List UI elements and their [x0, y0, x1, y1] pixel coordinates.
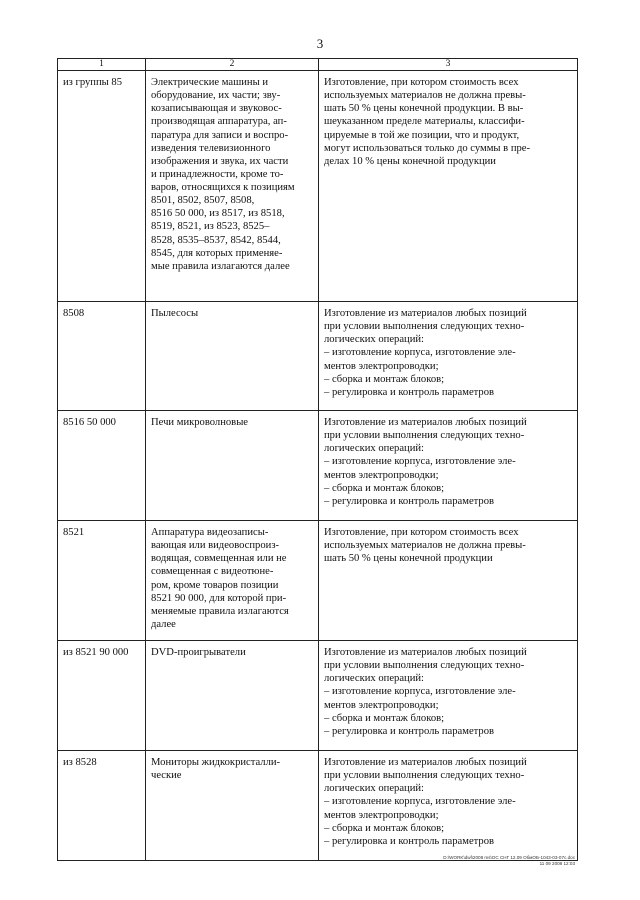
column-header-1: 1	[58, 59, 146, 71]
column-header-3: 3	[319, 59, 578, 71]
document-footer	[395, 855, 575, 867]
table-row	[58, 521, 578, 641]
processing-condition-cell: Изготовление из материалов любых позиций при условии выполнения следующих техно- логических операций: – изготовление корпуса, изготовление эле- ментов электропроводки; – сборка и монтаж блоков; – регулировка и контроль параметров	[319, 411, 578, 521]
hs-code-cell: 8521	[58, 521, 146, 641]
goods-name-cell: Печи микроволновые	[146, 411, 319, 521]
processing-condition-cell: Изготовление, при котором стоимость всех используемых материалов не должна превы- шать 50 % цены конечной продукции	[319, 521, 578, 641]
hs-code-cell: 8516 50 000	[58, 411, 146, 521]
table-row	[58, 71, 578, 302]
goods-name-cell: Пылесосы	[146, 302, 319, 411]
goods-name-cell: Электрические машины и оборудование, их части; зву- козаписывающая и звуковос- производящая аппаратура, ап- паратура для записи и воспро- изведения телевизионного изображения и звука, их части и принадлежности, кроме то- варов, относящихся к позициям 8501, 8502, 8507, 8508, 8516 50 000, из 8517, из 8518, 8519, 8521, из 8523, 8525– 8528, 8535–8537, 8542, 8544, 8545, для которых применяе- мые правила излагаются далее	[146, 71, 319, 302]
processing-condition-cell: Изготовление, при котором стоимость всех используемых материалов не должна превы- шать 50 % цены конечной продукции. В вы- шеуказанном пределе материалы, классифи- цируемые в той же позиции, что и продукт, могут использоваться только до суммы в пре- делах 10 % цены конечной продукции	[319, 71, 578, 302]
goods-name-cell: Аппаратура видеозаписы- вающая или видеовоспроиз- водящая, совмещенная или не совмещенная с видеотюне- ром, кроме товаров позиции 8521 90 000, для которой при- меняемые правила излагаются далее	[146, 521, 319, 641]
table-header-row	[58, 59, 578, 71]
table-row	[58, 302, 578, 411]
goods-name-cell: DVD-проигрыватели	[146, 641, 319, 751]
hs-code-cell: из 8521 90 000	[58, 641, 146, 751]
page-number: 3	[316, 36, 324, 51]
processing-condition-cell: Изготовление из материалов любых позиций при условии выполнения следующих техно- логических операций: – изготовление корпуса, изготовление эле- ментов электропроводки; – сборка и монтаж блоков; – регулировка и контроль параметров	[319, 751, 578, 861]
table-row	[58, 751, 578, 861]
rules-table	[57, 58, 578, 861]
column-header-2: 2	[146, 59, 319, 71]
processing-condition-cell: Изготовление из материалов любых позиций при условии выполнения следующих техно- логических операций: – изготовление корпуса, изготовление эле- ментов электропроводки; – сборка и монтаж блоков; – регулировка и контроль параметров	[319, 302, 578, 411]
table-row	[58, 641, 578, 751]
processing-condition-cell: Изготовление из материалов любых позиций при условии выполнения следующих техно- логических операций: – изготовление корпуса, изготовление эле- ментов электропроводки; – сборка и монтаж блоков; – регулировка и контроль параметров	[319, 641, 578, 751]
goods-name-cell: Мониторы жидкокристалли- ческие	[146, 751, 319, 861]
table-row	[58, 411, 578, 521]
print-date: 11 09 2008 12:03	[539, 861, 575, 866]
hs-code-cell: 8508	[58, 302, 146, 411]
file-path: D:\WORK\dwl\2008 ms\ОС СНГ 12.09 ОбмОБ-1043-03-07с.doc	[443, 855, 575, 860]
hs-code-cell: из 8528	[58, 751, 146, 861]
hs-code-cell: из группы 85	[58, 71, 146, 302]
